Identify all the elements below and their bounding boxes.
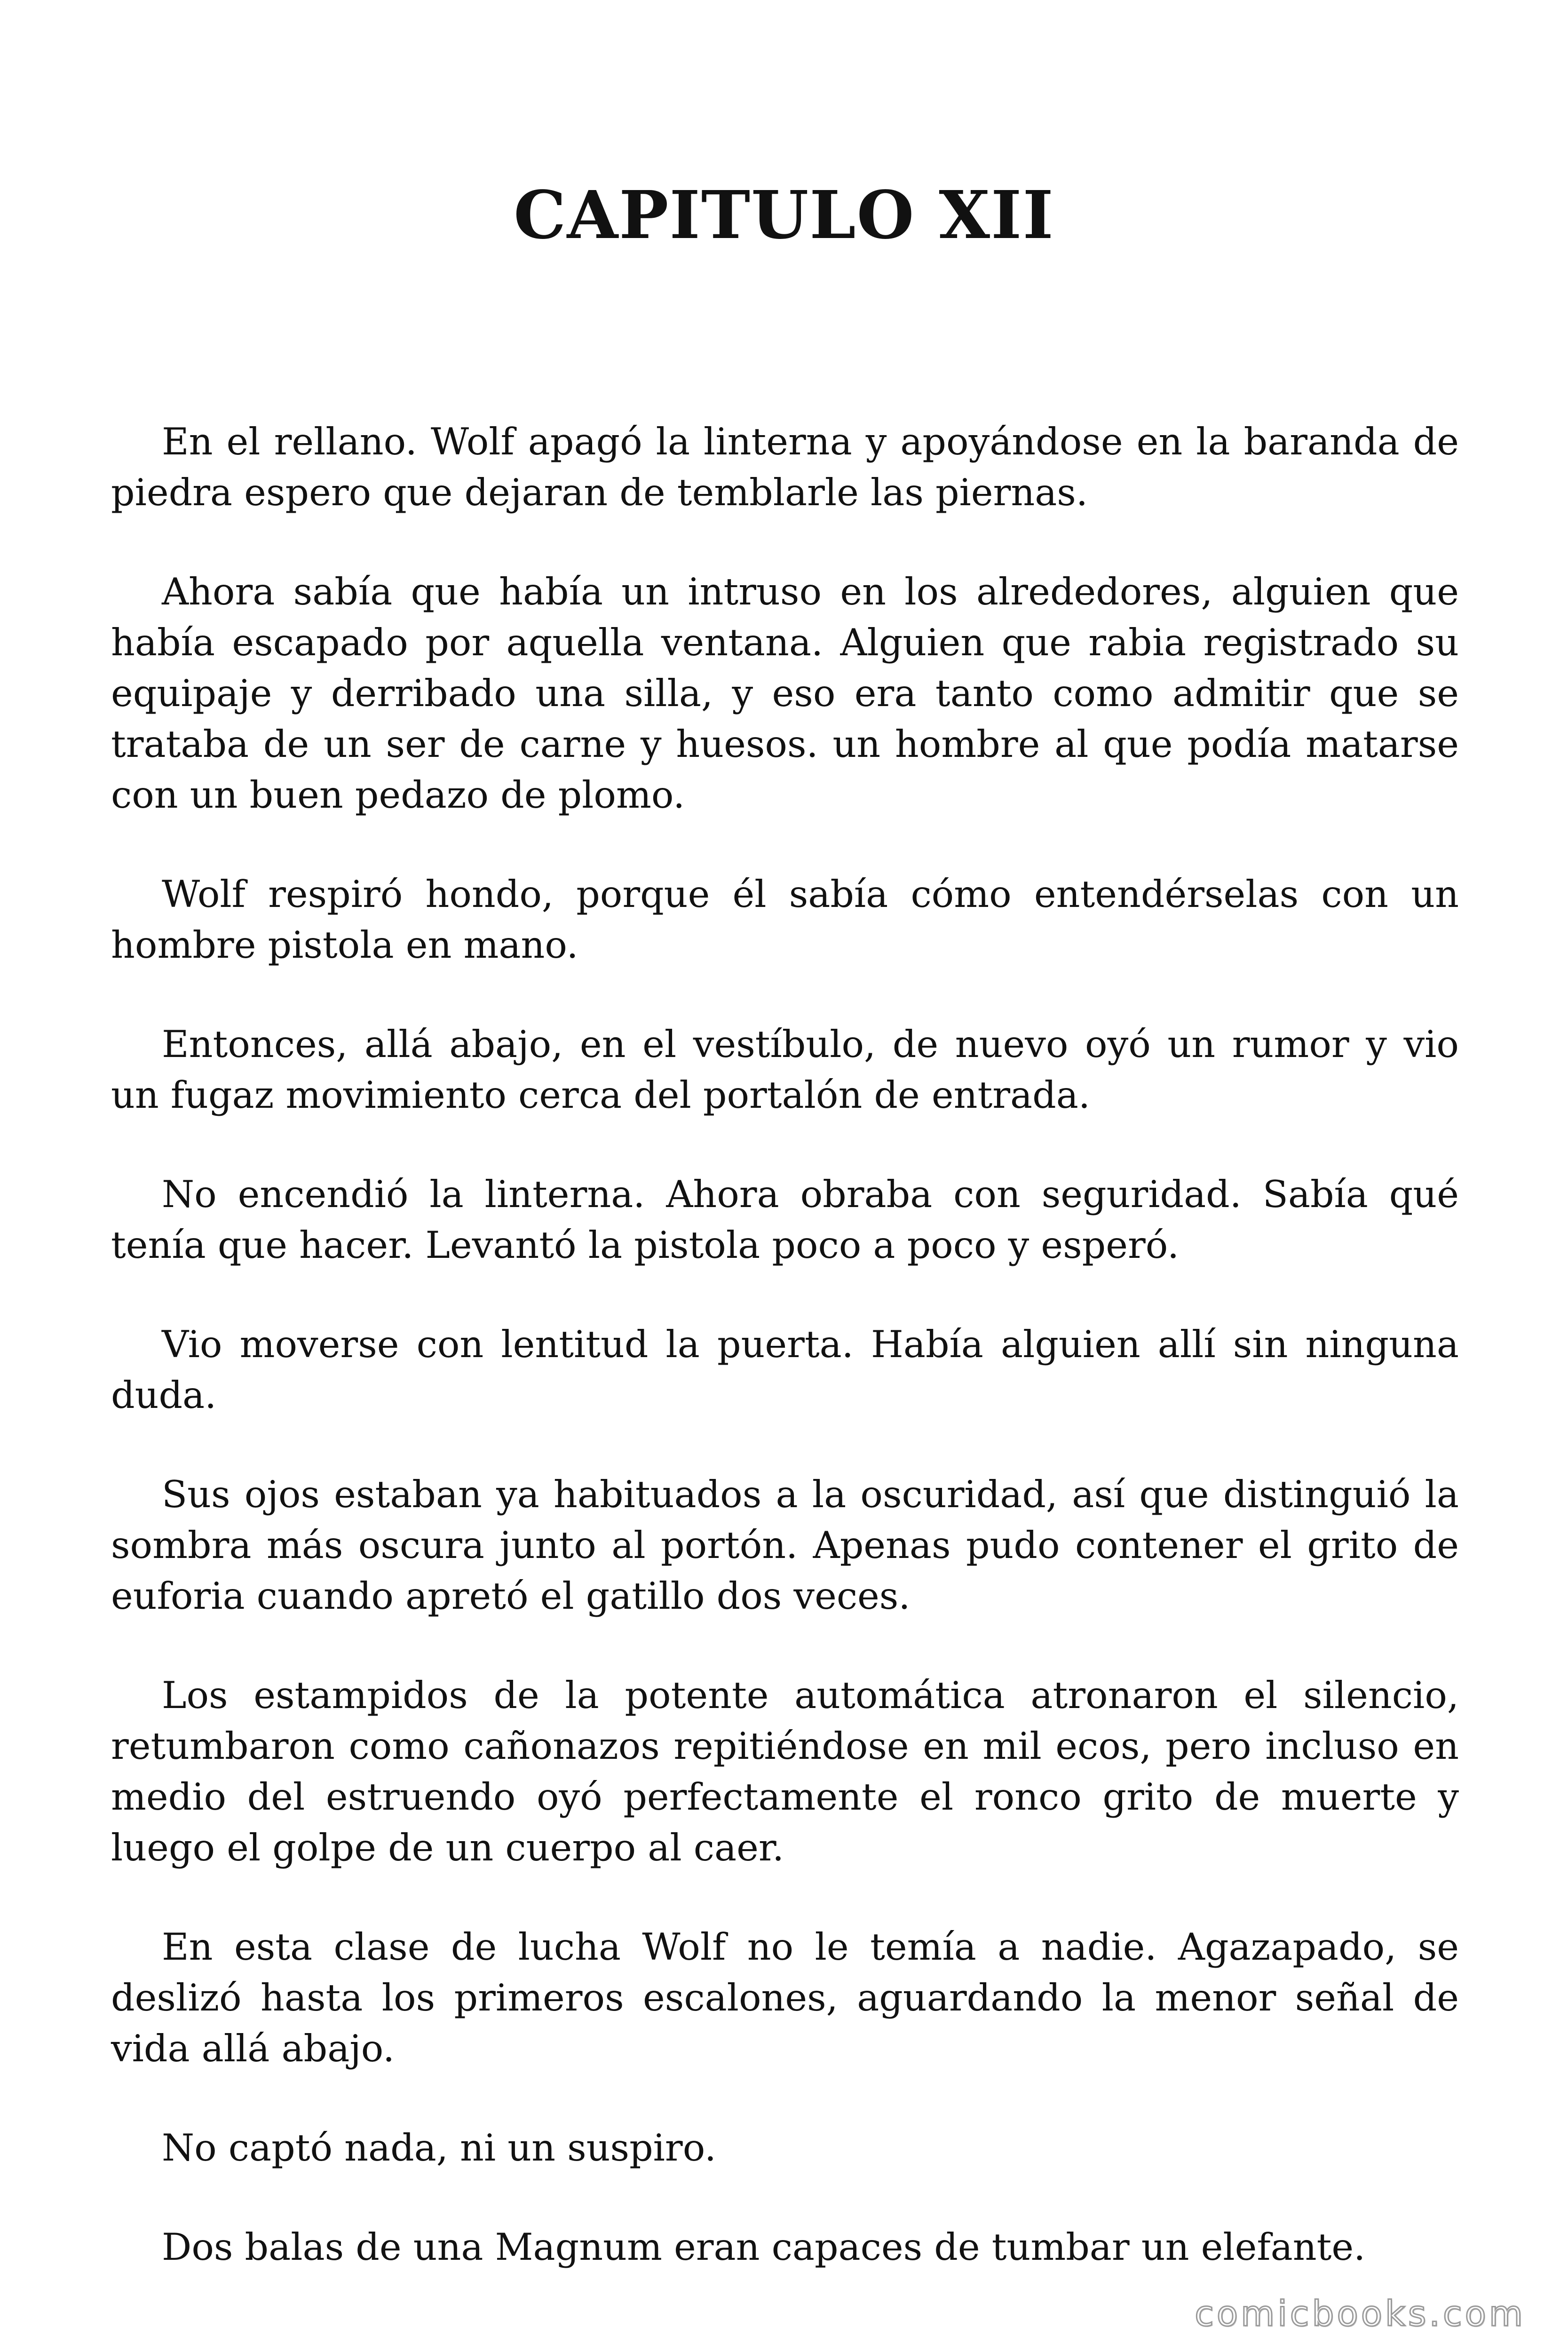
paragraph: En el rellano. Wolf apagó la linterna y apoyándose en la baranda de piedra espero que dejaran de temblarle las piernas. bbox=[111, 420, 1459, 514]
paragraph: Dos balas de una Magnum eran capaces de tumbar un elefante. bbox=[162, 2225, 1366, 2269]
paragraph: No captó nada, ni un suspiro. bbox=[162, 2126, 716, 2169]
paragraph: Vio moverse con lentitud la puerta. Había alguien allí sin ninguna duda. bbox=[111, 1323, 1459, 1417]
paragraph: Entonces, allá abajo, en el vestíbulo, de nuevo oyó un rumor y vio un fugaz movimiento cerca del portalón de entrada. bbox=[111, 1023, 1459, 1117]
chapter-title: CAPITULO XII bbox=[514, 177, 1054, 254]
paragraph: No encendió la linterna. Ahora obraba con seguridad. Sabía qué tenía que hacer. Levantó la pistola poco a poco y esperó. bbox=[111, 1173, 1459, 1267]
paragraph: En esta clase de lucha Wolf no le temía a nadie. Agazapado, se deslizó hasta los primeros escalones, aguardando la menor señal de vida allá abajo. bbox=[111, 1925, 1459, 2070]
watermark: comicbooks.com bbox=[1195, 2294, 1526, 2334]
paragraph: Sus ojos estaban ya habituados a la oscuridad, así que distinguió la sombra más oscura junto al portón. Apenas pudo contener el grito de euforia cuando apretó el gatillo dos veces. bbox=[111, 1473, 1459, 1618]
chapter-body bbox=[111, 416, 1459, 2321]
paragraph: Los estampidos de la potente automática atronaron el silencio, retumbaron como cañonazos repitiéndose en mil ecos, pero incluso en medio del estruendo oyó perfectamente el ronco grito de muerte y luego el golpe de un cuerpo al caer. bbox=[111, 1674, 1459, 1869]
paragraph: Wolf respiró hondo, porque él sabía cómo entendérselas con un hombre pistola en mano. bbox=[111, 873, 1459, 967]
paragraph: Ahora sabía que había un intruso en los alrededores, alguien que había escapado por aquella ventana. Alguien que rabia registrado su equipaje y derribado una silla, y eso era tanto como admitir que se trataba de un ser de carne y huesos. un hombre al que podía matarse con un buen pedazo de plomo. bbox=[111, 570, 1459, 817]
